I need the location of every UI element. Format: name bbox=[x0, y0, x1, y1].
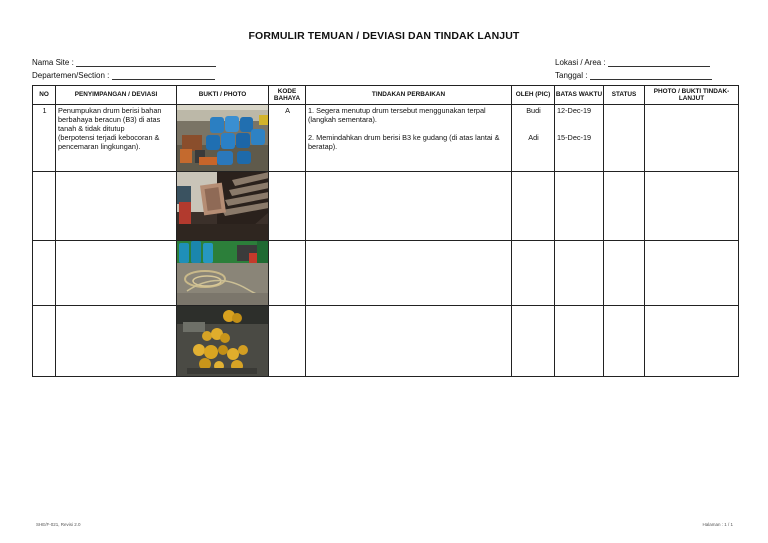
cell-kode[interactable] bbox=[269, 241, 306, 306]
cell-kode[interactable] bbox=[269, 172, 306, 241]
cell-no[interactable] bbox=[33, 241, 56, 306]
cell-pic[interactable] bbox=[512, 105, 555, 172]
cell-status[interactable] bbox=[604, 105, 645, 172]
cell-deviasi[interactable] bbox=[56, 105, 177, 172]
pic-2: Adi bbox=[528, 133, 539, 142]
cell-kode[interactable] bbox=[269, 306, 306, 377]
cell-tindakan[interactable] bbox=[306, 172, 512, 241]
header-batas: BATAS WAKTU bbox=[555, 86, 604, 105]
table-header-row bbox=[33, 86, 739, 105]
header-no: NO bbox=[33, 86, 56, 105]
cell-deviasi[interactable] bbox=[56, 241, 177, 306]
cell-bukti bbox=[177, 306, 269, 377]
header-tindakan: TINDAKAN PERBAIKAN bbox=[306, 86, 512, 105]
cell-kode: A bbox=[269, 105, 306, 172]
cell-no: 1 bbox=[33, 105, 56, 172]
batas-1: 12-Dec-19 bbox=[557, 106, 592, 115]
table-row bbox=[33, 105, 739, 172]
header-kode: KODE BAHAYA bbox=[269, 86, 306, 105]
cell-status[interactable] bbox=[604, 241, 645, 306]
cell-batas[interactable] bbox=[555, 172, 604, 241]
cell-status[interactable] bbox=[604, 306, 645, 377]
site-underline[interactable] bbox=[76, 58, 216, 67]
cell-batas[interactable] bbox=[555, 241, 604, 306]
deviasi-text: Penumpukan drum berisi bahan berbahaya beracun (B3) di atas tanah & tidak ditutup bbox=[58, 106, 162, 133]
cell-bukti bbox=[177, 172, 269, 241]
header-photo-tl: PHOTO / BUKTI TINDAK-LANJUT bbox=[645, 86, 739, 105]
cell-no[interactable] bbox=[33, 172, 56, 241]
table-row bbox=[33, 306, 739, 377]
pic-1: Budi bbox=[526, 106, 541, 115]
header-bukti: BUKTI / PHOTO bbox=[177, 86, 269, 105]
lokasi-label: Lokasi / Area : bbox=[555, 58, 606, 67]
cell-bukti bbox=[177, 105, 269, 172]
photo-stairs-container bbox=[177, 172, 269, 240]
department-field bbox=[32, 71, 215, 80]
tindakan-item-2: 2. Memindahkan drum berisi B3 ke gudang (di atas lantai & beratap). bbox=[308, 133, 500, 151]
department-underline[interactable] bbox=[112, 71, 215, 80]
photo-yellow-parts bbox=[177, 306, 269, 376]
cell-deviasi[interactable] bbox=[56, 306, 177, 377]
cell-photo-tl[interactable] bbox=[645, 172, 739, 241]
cell-photo-tl[interactable] bbox=[645, 241, 739, 306]
cell-photo-tl[interactable] bbox=[645, 306, 739, 377]
cell-bukti bbox=[177, 241, 269, 306]
header-status: STATUS bbox=[604, 86, 645, 105]
form-title: FORMULIR TEMUAN / DEVIASI DAN TINDAK LANJUT bbox=[248, 30, 520, 42]
cell-batas[interactable] bbox=[555, 105, 604, 172]
cell-photo-tl[interactable] bbox=[645, 105, 739, 172]
cell-pic[interactable] bbox=[512, 306, 555, 377]
tanggal-label: Tanggal : bbox=[555, 71, 588, 80]
department-label: Departemen/Section : bbox=[32, 71, 110, 80]
batas-2: 15-Dec-19 bbox=[557, 133, 592, 142]
header-deviasi: PENYIMPANGAN / DEVIASI bbox=[56, 86, 177, 105]
tanggal-field bbox=[555, 71, 712, 80]
photo-hoses-cylinders bbox=[177, 241, 269, 305]
tanggal-underline[interactable] bbox=[590, 71, 712, 80]
cell-batas[interactable] bbox=[555, 306, 604, 377]
site-field bbox=[32, 58, 216, 67]
cell-pic[interactable] bbox=[512, 241, 555, 306]
lokasi-underline[interactable] bbox=[608, 58, 710, 67]
table-row bbox=[33, 172, 739, 241]
table-row bbox=[33, 241, 739, 306]
lokasi-field bbox=[555, 58, 710, 67]
cell-pic[interactable] bbox=[512, 172, 555, 241]
photo-drums-outdoor bbox=[177, 105, 269, 171]
cell-no[interactable] bbox=[33, 306, 56, 377]
header-oleh: OLEH (PIC) bbox=[512, 86, 555, 105]
footer-page-number: Halaman : 1 / 1 bbox=[702, 522, 733, 527]
findings-table bbox=[32, 85, 739, 377]
cell-tindakan[interactable] bbox=[306, 241, 512, 306]
site-label: Nama Site : bbox=[32, 58, 74, 67]
tindakan-item-1: 1. Segera menutup drum tersebut menggunakan terpal (langkah sementara). bbox=[308, 106, 486, 124]
cell-status[interactable] bbox=[604, 172, 645, 241]
footer-doc-code: SHE/F-021, Revisi 2.0 bbox=[36, 522, 81, 527]
cell-tindakan[interactable] bbox=[306, 306, 512, 377]
cell-deviasi[interactable] bbox=[56, 172, 177, 241]
deviasi-note: (berpotensi terjadi kebocoran & pencemaran lingkungan). bbox=[58, 133, 160, 151]
cell-tindakan[interactable] bbox=[306, 105, 512, 172]
